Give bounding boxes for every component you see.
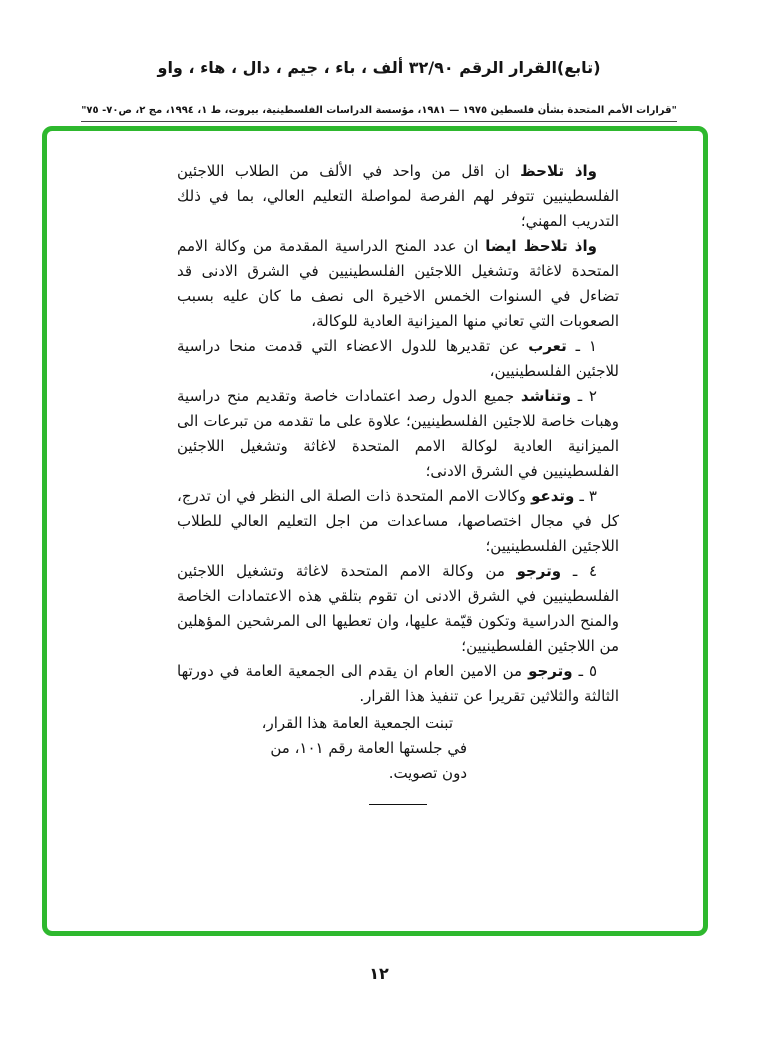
page-number: ١٢ bbox=[369, 964, 389, 983]
paragraph-text: عن تقديرها للدول الاعضاء التي قدمت منحا دراسية للاجئين الفلسطينيين، bbox=[177, 337, 619, 380]
green-border-frame bbox=[42, 126, 708, 936]
preamble-paragraph bbox=[177, 234, 619, 334]
paragraph-text: من وكالة الامم المتحدة لاغاثة وتشغيل اللاجئين الفلسطينيين في الشرق الادنى ان تقوم بتلقي هذه الاعتمادات الخاصة والمنح الدراسية وتكون قيّمة عليها، وان تعطيها الى المرشحين المؤهلين من اللاجئين الفلسطينيين؛ bbox=[177, 562, 619, 655]
paragraph-text: ان عدد المنح الدراسية المقدمة من وكالة الامم المتحدة لاغاثة وتشغيل اللاجئين الفلسطينيين في الشرق الادنى قد تضاءل في السنوات الخمس الاخيرة الى نصف ما كان عليه بسبب الصعوبات التي تعاني منها الميزانية العادية للوكالة، bbox=[177, 237, 619, 330]
page-header bbox=[0, 58, 758, 122]
numbered-item bbox=[177, 384, 619, 484]
paragraph-text: من الامين العام ان يقدم الى الجمعية العامة في دورتها الثالثة والثلاثين تقريرا عن تنفيذ هذا القرار. bbox=[177, 662, 619, 705]
item-number: ٣ ـ bbox=[579, 487, 597, 505]
adoption-note: تبنت الجمعية العامة هذا القرار، في جلستها العامة رقم ١٠١، من دون تصويت. bbox=[261, 714, 467, 782]
paragraph-lead: وترجو bbox=[516, 562, 562, 580]
numbered-item bbox=[177, 334, 619, 384]
item-number: ٢ ـ bbox=[577, 387, 597, 405]
numbered-item bbox=[177, 659, 619, 709]
paragraph-lead: تعرب bbox=[528, 337, 567, 355]
item-number: ٥ ـ bbox=[578, 662, 598, 680]
paragraph-text: جميع الدول رصد اعتمادات خاصة وتقديم منح دراسية وهبات خاصة للاجئين الفلسطينيين؛ علاوة على ما تقدمه من تبرعات الى الميزانية العادية لوكالة الامم المتحدة لاغاثة وتشغيل اللاجئين الفلسطينيين في الشرق الادنى؛ bbox=[177, 387, 619, 480]
paragraph-text: ان اقل من واحد في الألف من الطلاب اللاجئين الفلسطينيين تتوفر لهم الفرصة لمواصلة التعليم العالي، بما في ذلك التدريب المهني؛ bbox=[177, 162, 619, 230]
paragraph-lead: واذ تلاحظ ايضا bbox=[485, 237, 597, 255]
document-body bbox=[177, 159, 619, 805]
paragraph-lead: وتدعو bbox=[531, 487, 575, 505]
resolution-title: (تابع)القرار الرقم ٣٢/٩٠ ألف ، باء ، جيم ، دال ، هاء ، واو bbox=[157, 58, 601, 77]
numbered-item bbox=[177, 484, 619, 559]
section-divider bbox=[369, 804, 427, 805]
item-number: ١ ـ bbox=[575, 337, 597, 355]
numbered-item bbox=[177, 559, 619, 659]
source-citation: "قرارات الأمم المتحدة بشأن فلسطين ١٩٧٥ — ١٩٨١، مؤسسة الدراسات الفلسطينية، بيروت، ط ١، ١٩٩٤، مج ٢، ص٧٠- ٧٥" bbox=[81, 105, 677, 122]
paragraph-lead: واذ تلاحظ bbox=[520, 162, 597, 180]
paragraph-lead: وترجو bbox=[528, 662, 573, 680]
preamble-paragraph bbox=[177, 159, 619, 234]
paragraph-text: وكالات الامم المتحدة ذات الصلة الى النظر في ان تدرج، كل في مجال اختصاصها، مساعدات من اجل التعليم العالي للطلاب اللاجئين الفلسطينيين؛ bbox=[177, 487, 619, 555]
paragraph-lead: وتناشد bbox=[520, 387, 572, 405]
item-number: ٤ ـ bbox=[572, 562, 597, 580]
